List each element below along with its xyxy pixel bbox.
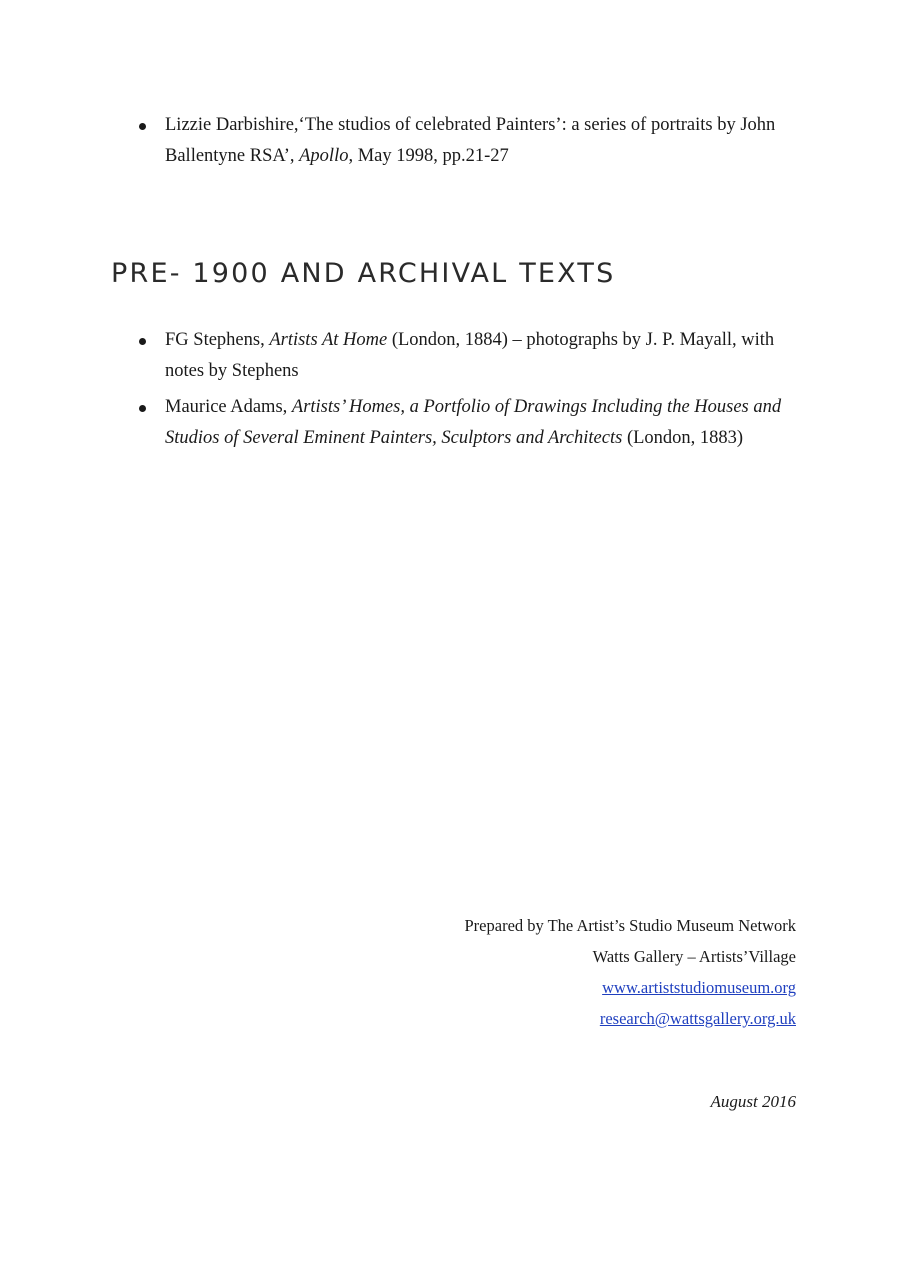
item-text: Lizzie Darbishire,‘The studios of celebrated Painters’: a series of portraits by John Ballentyne RSA’, xyxy=(165,115,776,166)
item-title: Artists’ Homes, a Portfolio of Drawings Including the Houses and Studios of Several Eminent Painters, Sculptors and Architects xyxy=(165,397,782,448)
item-text-tail: (London, 1884) – photographs by J. P. Mayall, with notes by Stephens xyxy=(165,330,775,381)
list-item xyxy=(137,110,817,172)
item-title: Apollo xyxy=(299,146,349,166)
bullet-icon xyxy=(139,338,146,345)
item-text: FG Stephens, xyxy=(165,330,270,350)
list-item xyxy=(137,392,817,454)
website-link[interactable]: www.artiststudiomuseum.org xyxy=(602,978,796,997)
list-item xyxy=(137,325,817,387)
bullet-icon xyxy=(139,405,146,412)
email-link[interactable]: research@wattsgallery.org.uk xyxy=(599,1009,796,1028)
item-title: Artists At Home xyxy=(269,330,388,350)
item-text-tail: (London, 1883) xyxy=(622,428,744,448)
document-date: August 2016 xyxy=(710,1092,796,1111)
item-text: Maurice Adams, xyxy=(165,397,292,417)
section-heading: PRE- 1900 AND ARCHIVAL TEXTS xyxy=(111,258,616,289)
reference-list-top xyxy=(137,110,817,177)
organization-text: Watts Gallery – Artists’Village xyxy=(592,947,796,966)
reference-list-archival xyxy=(137,325,817,459)
footer-contact xyxy=(465,910,797,1034)
item-text-tail: , May 1998, pp.21-27 xyxy=(348,146,509,166)
bullet-icon xyxy=(139,123,146,130)
prepared-by-text: Prepared by The Artist’s Studio Museum Network xyxy=(464,916,796,935)
